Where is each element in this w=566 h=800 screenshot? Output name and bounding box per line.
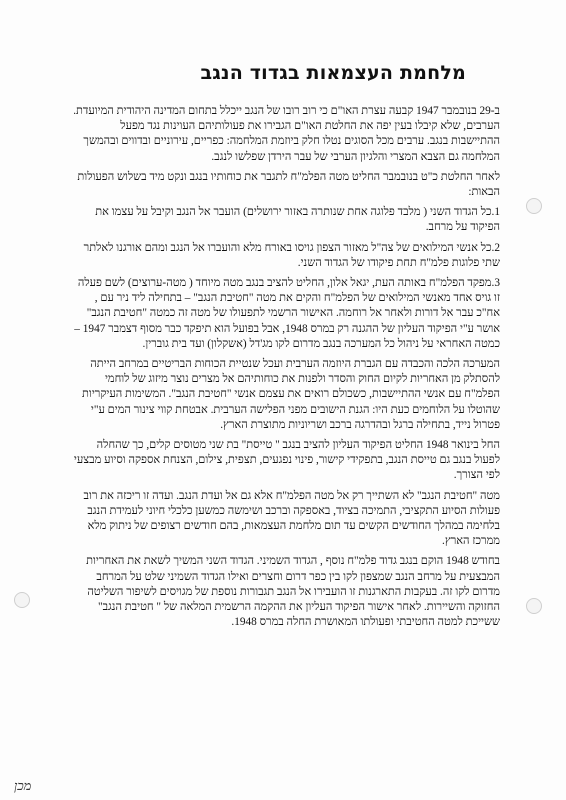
paragraph: לאחר החלטת כ"ט בנובמבר החליט מטה הפלמ"ח לתגבר את כוחותיו בנגב ונקט מיד בשלוש הפעולות הבאות: (77, 170, 500, 199)
punch-hole-mark (526, 598, 542, 614)
punch-hole-mark (14, 592, 30, 608)
document-body (70, 104, 500, 636)
paragraph: בחודש 1948 הוקם בנגב גדוד פלמ"ח נוסף , הגדוד השמיני. הגדוד השני המשיך לשאת את האחריות המבצעית על מרחב הנגב שמצפון לקו בין כפר דרום וחצרים ואילו הגדוד השמיני שלט על המרחב מדרום לקו זה. בעקבות התארגנות זו הועבירו אל הנגב תגבורות נוספת של מגויסים לשיפור השליטה החזוקה והשיירות. לאחר אישור הפיקוד העליון את ההקמה הרשמית המלאה של " חטיבת הנגב" ששייכת למטה החטיבתי ופעולתו המאושרת החלה במרס 1948. (86, 555, 500, 629)
handwritten-margin-note: מכן (14, 779, 32, 794)
punch-hole-mark (526, 198, 542, 214)
list-item: 3.מפקד הפלמ"ח באותה העת, יגאל אלון, החליט להציב בנגב מטה מיוחד ( מטה-ערוצים) לשם פעלה זו גויס אחד מאנשי המילואים של הפלמ"ח והקים את מטה "חטיבת הנגב" – בתחילה ליד ניר עם , אח"כ עבר אל דורות ולאחר אל רוחמה. האישור הרשמי לתפעולו של מטה זה כמטה "חטיבת הנגב" אושר ע"י הפיקוד העליון של ההגנה רק במרס 1948, אבל בפועל הוא תיפקד כבר מסוף דצמבר 1947 – כמטה האחראי על ניהול כל המערכה בנגב מדרום לקו מג'דל (אשקלון) ועד בית גוברין. (74, 277, 500, 350)
paragraph: המערכה הלכה והכבדה עם הגברת היוזמה הערבית ועכל שנטיית הכוחות הבריטיים במרחב הייתה להסתלק מן האחריות לקיום החוק והסדר ולפנות את כוחותיהם אל מצרים נוצר מיזוג של לוחמי הפלמ"ח עם אנשי ההתיישבות, כשכולם רואים את עצמם אנשי "חטיבת הנגב". המשימות העיקריות שהוטלו על הלוחמים כעת היו: הגנת הישובים מפני הפלישה הערבית. אבטחת קווי צינור המים ע"י פטרול נייד, בתחילה ברגל ובהדרגה ברכב ושריוניות מתוצרת הארץ. (82, 358, 500, 431)
paragraph: החל בינואר 1948 החליט הפיקוד העליון להציב בנגב " טייסת" בת שני מטוסים קלים, כך שהחלה לפעול בנגב גם טייסת הנגב, בתפקידי קישור, פינוי נפגעים, תצפית, צילום, הצנחת אספקה וסיוע מבצעי לפי הצורך. (73, 439, 500, 482)
paragraph: מטה "חטיבת הנגב" לא השתייך רק אל מטה הפלמ"ח אלא גם אל ועדת הנגב. ועדה זו ריכזה את רוב פעולות הסיוע התקציבי, התמיכה בציוד, באספקה וברכב ושימשה כמשען כלכלי חיוני לעמידת הנגב בלחימה במהלך החודשים הקשים עד תום מלחמת העצמאות, בהם חודשים רצופים של ניתוק מלא ממרכז הארץ. (83, 489, 500, 548)
paragraph: ב-29 בנובמבר 1947 קבעה עצרת האו"ם כי רוב רובו של הנגב ייכלל בתחום המדינה היהודית המיועדת. הערבים, שלא קיבלו בעין יפה את החלטת האו"ם הגבירו את פעולותיהם העוינות נגד מפעל ההתיישבות בנגב. ערבים מכל הסוגים נטלו חלק ביוזמת המלחמה: כפריים, עירוניים ובדווים ובהמשך המלחמה גם הצבא המצרי והלגיון הערבי של עבר הירדן שפלשו לנגב. (73, 105, 500, 163)
list-item: 1.כל הגדוד השני ( מלבד פלוגה אחת שנותרה באזור ירושלים) הועבר אל הנגב וקיבל על עצמו את הפיקוד על מרחב. (95, 206, 500, 234)
list-item: 2.כל אנשי המילואים של צה"ל מאזור הצפון גויסו באורח מלא והועברו אל הנגב ומהם אורגנו לאלתר שתי פלוגות פלמ"ח תחת פיקודו של הגדוד השני. (83, 241, 500, 269)
document-title: מלחמת העצמאות בגדוד הנגב (200, 62, 466, 84)
